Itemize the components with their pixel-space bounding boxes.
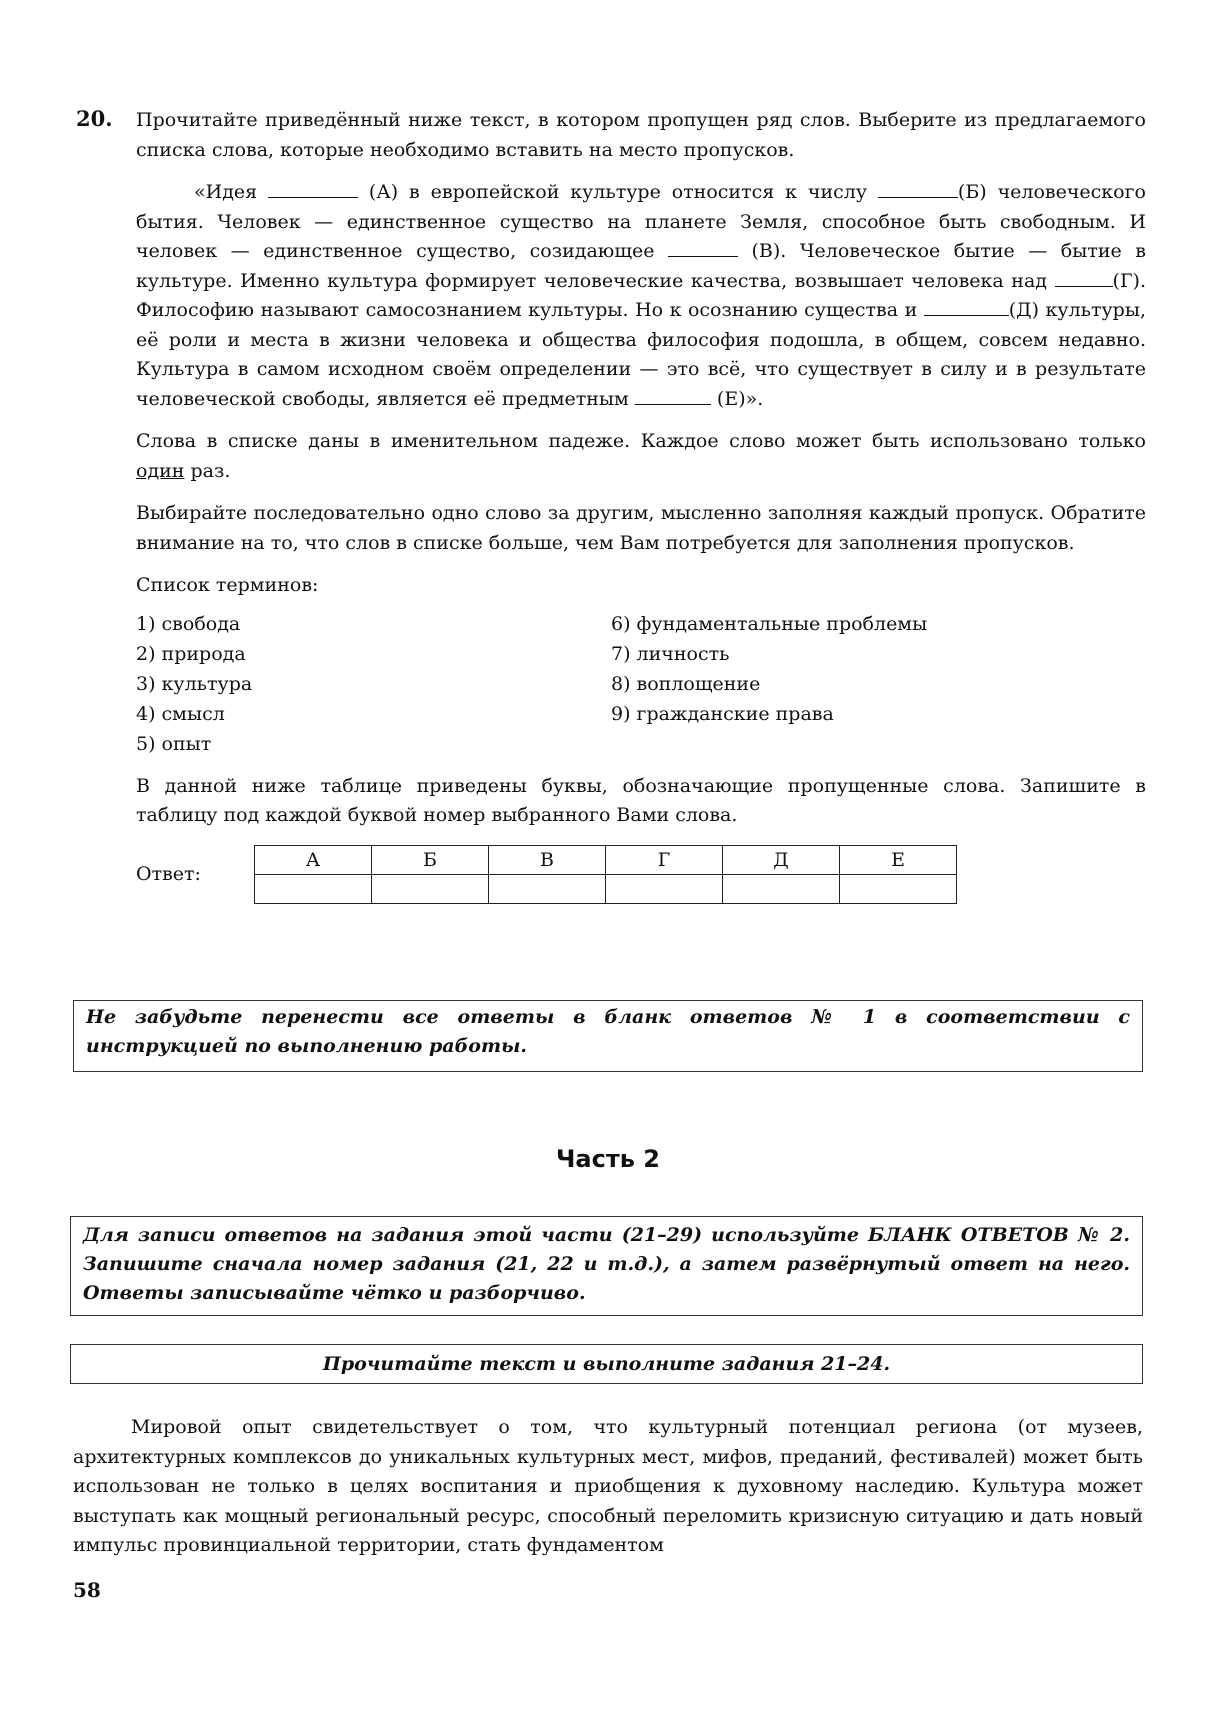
question-20 (76, 106, 1146, 904)
term-item: 5) опыт (136, 732, 212, 755)
blank-b (878, 181, 958, 198)
passage-text: (А) в европейской культуре относится к числу (358, 181, 878, 203)
transfer-answers-notice: Не забудьте перенести все ответы в бланк ответов № 1 в соответствии с инструкцией по выполнению работы. (73, 1000, 1143, 1072)
answer-letter: Б (372, 845, 489, 874)
term-item: 1) свобода (136, 612, 241, 635)
answer-letter: В (489, 845, 606, 874)
rule-emphasis: один (136, 459, 185, 482)
page-number: 58 (73, 1578, 101, 1602)
blank-a (268, 181, 358, 198)
answer-cell-e[interactable] (840, 874, 957, 903)
passage-text: (Г). Философию называют самосознанием культуры. Но к осознанию существа и (136, 269, 1146, 321)
passage-text: (Б) человеческого бытия. Человек — единственное существо на планете Земля, способное быть свободным. И человек — единственное существо, созидающее (136, 181, 1146, 262)
terms-title: Список терминов: (136, 574, 319, 596)
answer-table (254, 845, 957, 904)
passage-text: (Д) культуры, её роли и места в жизни человека и общества философия подошла, в общем, совсем недавно. Культура в самом исходном своём определении — это всё, что существует в силу и в результате человеческой свободы, является её предметным (136, 299, 1146, 410)
part-2-title: Часть 2 (556, 1145, 660, 1173)
answer-cell-a[interactable] (255, 874, 372, 903)
answer-cell-g[interactable] (606, 874, 723, 903)
terms-right-column (611, 609, 1146, 759)
blank-g (1055, 270, 1113, 287)
answer-cell-v[interactable] (489, 874, 606, 903)
question-instruction: Прочитайте приведённый ниже текст, в котором пропущен ряд слов. Выберите из предлагаемого списка слова, которые необходимо вставить на место пропусков. (136, 109, 1146, 161)
read-text-instruction: Прочитайте текст и выполните задания 21–24. (70, 1344, 1143, 1384)
reading-passage: Мировой опыт свидетельствует о том, что культурный потенциал региона (от музеев, архитектурных комплексов до уникальных культурных мест, мифов, преданий, фестивалей) может быть использован не только в целях воспитания и приобщения к духовному наследию. Культура может выступать как мощный региональный ресурс, способный переломить кризисную ситуацию и дать новый импульс провинциальной территории, стать фундаментом (73, 1416, 1143, 1556)
table-instruction: В данной ниже таблице приведены буквы, обозначающие пропущенные слова. Запишите в таблицу под каждой буквой номер выбранного Вами слова. (136, 774, 1146, 826)
term-item: 4) смысл (136, 702, 225, 725)
answer-cell-d[interactable] (723, 874, 840, 903)
term-item: 2) природа (136, 642, 246, 665)
part-2-instructions: Для записи ответов на задания этой части (21–29) используйте БЛАНК ОТВЕТОВ № 2. Запишите сначала номер задания (21, 22 и т.д.), а затем развёрнутый ответ на него. Ответы записывайте чётко и разборчиво. (70, 1216, 1143, 1316)
rule-text: раз. (184, 459, 231, 482)
answer-label: Ответ: (136, 863, 201, 885)
answer-letter: А (255, 845, 372, 874)
answer-letter: Г (606, 845, 723, 874)
term-item: 6) фундаментальные проблемы (611, 612, 928, 635)
rule-text: Слова в списке даны в именительном падеже. Каждое слово может быть использовано только (136, 430, 1146, 452)
passage-text: «Идея (194, 181, 269, 203)
term-item: 3) культура (136, 672, 253, 695)
passage-text: (Е)». (710, 387, 764, 410)
question-number: 20. (76, 106, 113, 131)
answer-cell-b[interactable] (372, 874, 489, 903)
answer-letter: Е (840, 845, 957, 874)
terms-list (136, 609, 1146, 759)
answer-header-row (255, 845, 957, 874)
rule-sequential: Выбирайте последовательно одно слово за другим, мысленно заполняя каждый пропуск. Обратите внимание на то, что слов в списке больше, чем Вам потребуется для заполнения пропусков. (136, 502, 1146, 554)
rule-one-word (136, 427, 1146, 486)
passage-text: (В). Человеческое бытие — бытие в культуре. Именно культура формирует человеческие качества, возвышает человека над (136, 240, 1146, 292)
passage (136, 178, 1146, 414)
blank-d (924, 299, 1009, 316)
blank-e (635, 388, 711, 405)
answer-value-row (255, 874, 957, 903)
answer-section (136, 845, 1146, 904)
blank-v (668, 240, 738, 257)
term-item: 8) воплощение (611, 672, 761, 695)
answer-letter: Д (723, 845, 840, 874)
terms-left-column (136, 609, 611, 759)
term-item: 9) гражданские права (611, 702, 834, 725)
term-item: 7) личность (611, 642, 730, 665)
